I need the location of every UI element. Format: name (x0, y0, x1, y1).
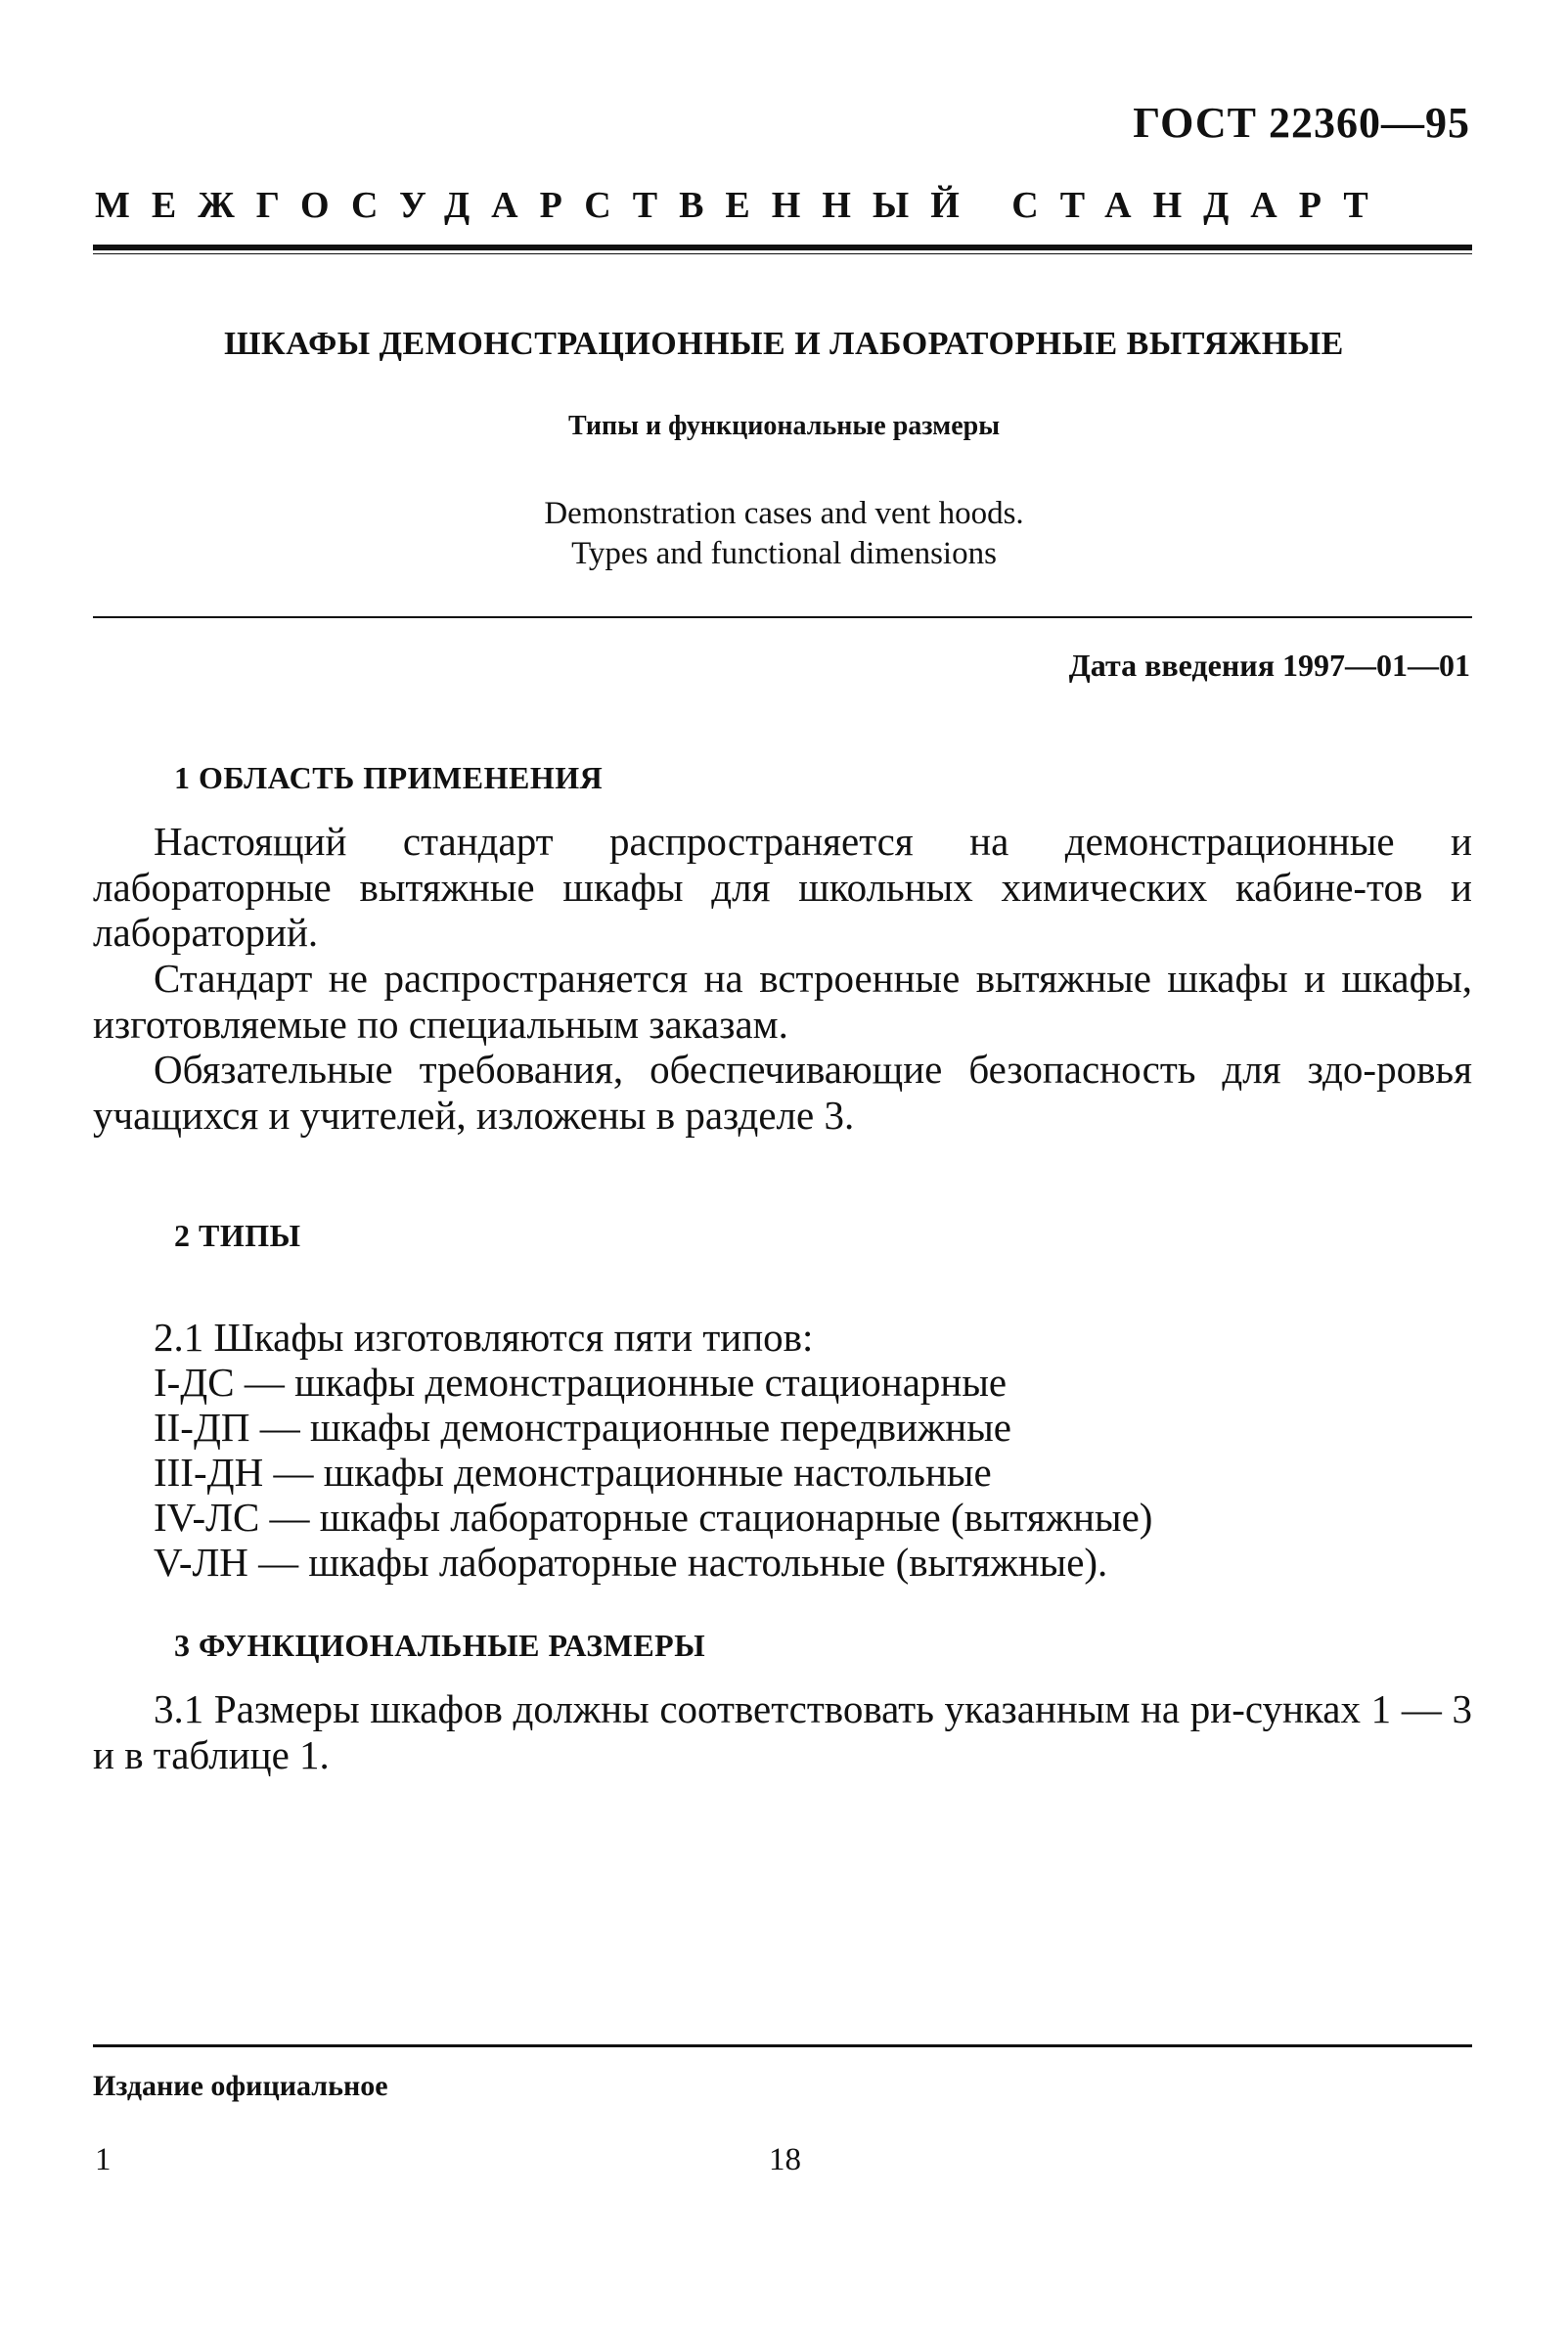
header-rule-thick (93, 245, 1472, 250)
section-1-heading: 1 ОБЛАСТЬ ПРИМЕНЕНИЯ (174, 760, 604, 795)
dimensions-paragraph: 3.1 Размеры шкафов должны соответствовать указанным на ри-сунках 1 — 3 и в таблице 1. (93, 1686, 1472, 1777)
type-item: II-ДП — шкафы демонстрационные передвижные (154, 1405, 1011, 1450)
english-title-line-1: Demonstration cases and vent hoods. (544, 496, 1024, 531)
type-item: IV-ЛС — шкафы лабораторные стационарные (вытяжные) (154, 1495, 1153, 1540)
footer-mark: 1 (95, 2142, 112, 2177)
title-rule (93, 616, 1472, 618)
type-item: I-ДС — шкафы демонстрационные стационарные (154, 1360, 1008, 1405)
header-rule-thin (93, 253, 1472, 254)
english-title-line-2: Types and functional dimensions (571, 536, 997, 571)
scope-paragraph-1: Настоящий стандарт распространяется на демонстрационные и лабораторные вытяжные шкафы для школьных химических кабине-тов и лабораторий. (93, 819, 1472, 955)
types-intro: 2.1 Шкафы изготовляются пяти типов: (154, 1315, 814, 1360)
document-subtitle: Типы и функциональные размеры (567, 411, 1001, 441)
footer-rule (93, 2044, 1472, 2047)
section-3-heading: 3 ФУНКЦИОНАЛЬНЫЕ РАЗМЕРЫ (174, 1628, 706, 1663)
page-number: 18 (769, 2142, 801, 2177)
scope-paragraph-3: Обязательные требования, обеспечивающие безопасность для здо-ровья учащихся и учителей, изложены в разделе 3. (93, 1047, 1472, 1138)
standard-type-banner: МЕЖГОСУДАРСТВЕННЫЙ СТАНДАРТ (95, 185, 1390, 226)
document-title: ШКАФЫ ДЕМОНСТРАЦИОННЫЕ И ЛАБОРАТОРНЫЕ ВЫТЯЖНЫЕ (224, 326, 1344, 362)
type-item: III-ДН — шкафы демонстрационные настольные (154, 1450, 992, 1495)
types-list (154, 1315, 1152, 1585)
gost-number: ГОСТ 22360—95 (1133, 99, 1470, 147)
edition-label: Издание официальное (93, 2070, 388, 2102)
english-title (0, 494, 1568, 574)
type-item: V-ЛН — шкафы лабораторные настольные (вытяжные). (154, 1540, 1108, 1585)
scope-paragraph-2: Стандарт не распространяется на встроенные вытяжные шкафы и шкафы, изготовляемые по специальным заказам. (93, 956, 1472, 1047)
introduction-date: Дата введения 1997—01—01 (1068, 648, 1470, 683)
section-2-heading: 2 ТИПЫ (174, 1218, 301, 1253)
